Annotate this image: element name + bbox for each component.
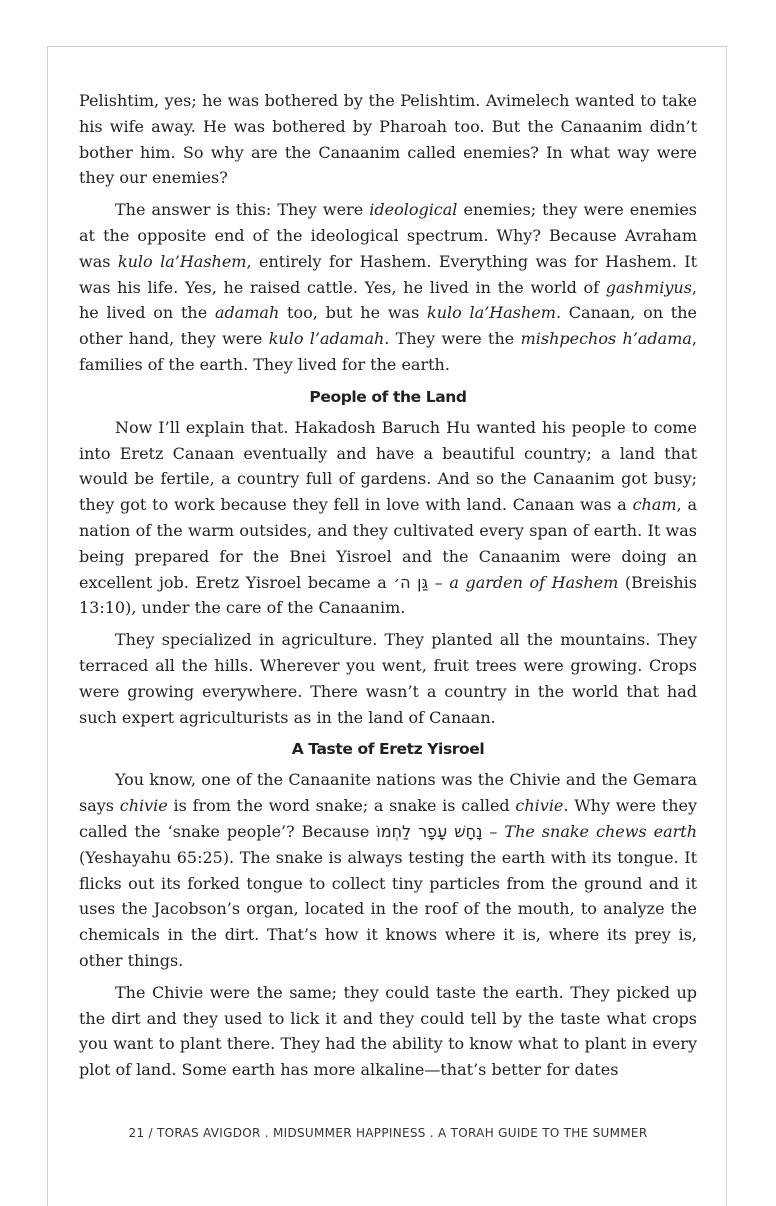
section-heading: A Taste of Eretz Yisroel [291, 740, 485, 759]
page-footer: 21 / TORAS AVIGDOR . MIDSUMMER HAPPINESS . A TORAH GUIDE TO THE SUMMER [128, 1126, 648, 1140]
paragraph: You know, one of the Canaanite nations was the Chivie and the Gemara says chivie is from the word snake; a snake is called chivie. Why were they called the ‘snake people’? Because נָחָשׁ עָפָר לַחְמוֹ – The snake chews earth (Yeshayahu 65:25). The snake is always testing the earth with its tongue. It flicks out its forked tongue to collect tiny particles from the ground and it uses the Jacobson’s organ, located in the roof of the mouth, to analyze the chemicals in the dirt. That’s how it knows where it is, where its prey is, other things. [79, 770, 698, 970]
paragraph: The Chivie were the same; they could taste the earth. They picked up the dirt and they used to lick it and they could tell by the taste what crops you want to plant there. They had the ability to know what to plant in every plot of land. Some earth has more alkaline—that’s better for dates [79, 982, 697, 1080]
paragraph: Pelishtim, yes; he was bothered by the Pelishtim. Avimelech wanted to take his wife away. He was bothered by Pharoah too. But the Canaanim didn’t bother him. So why are the Canaanim called enemies? In what way were they our enemies? [79, 91, 697, 188]
paragraph: They specialized in agriculture. They planted all the mountains. They terraced all the hills. Wherever you went, fruit trees were growing. Crops were growing everywhere. There wasn’t a country in the world that had such expert agriculturists as in the land of Canaan. [79, 630, 697, 727]
section-heading: People of the Land [309, 387, 467, 406]
paragraph: Now I’ll explain that. Hakadosh Baruch Hu wanted his people to come into Eretz Canaan eventually and have a beautiful country; a land that would be fertile, a country full of gardens. And so the Canaanim got busy; they got to work because they fell in love with land. Canaan was a cham, a nation of the warm outsides, and they cultivated every span of earth. It was being prepared for the Bnei Yisroel and the Canaanim were doing an excellent job. Eretz Yisroel became a גַּן ה׳ – a garden of Hashem (Breishis 13:10), under the care of the Canaanim. [79, 417, 698, 618]
paragraph: The answer is this: They were ideological enemies; they were enemies at the opposite end of the ideological spectrum. Why? Because Avraham was kulo la’Hashem, entirely for Hashem. Everything was for Hashem. It was his life. Yes, he raised cattle. Yes, he lived in the world of gashmiyus, he lived on the adamah too, but he was kulo la’Hashem. Canaan, on the other hand, they were kulo l’adamah. They were the mishpechos h’adama, families of the earth. They lived for the earth. [79, 200, 698, 374]
page-body [79, 88, 697, 1089]
